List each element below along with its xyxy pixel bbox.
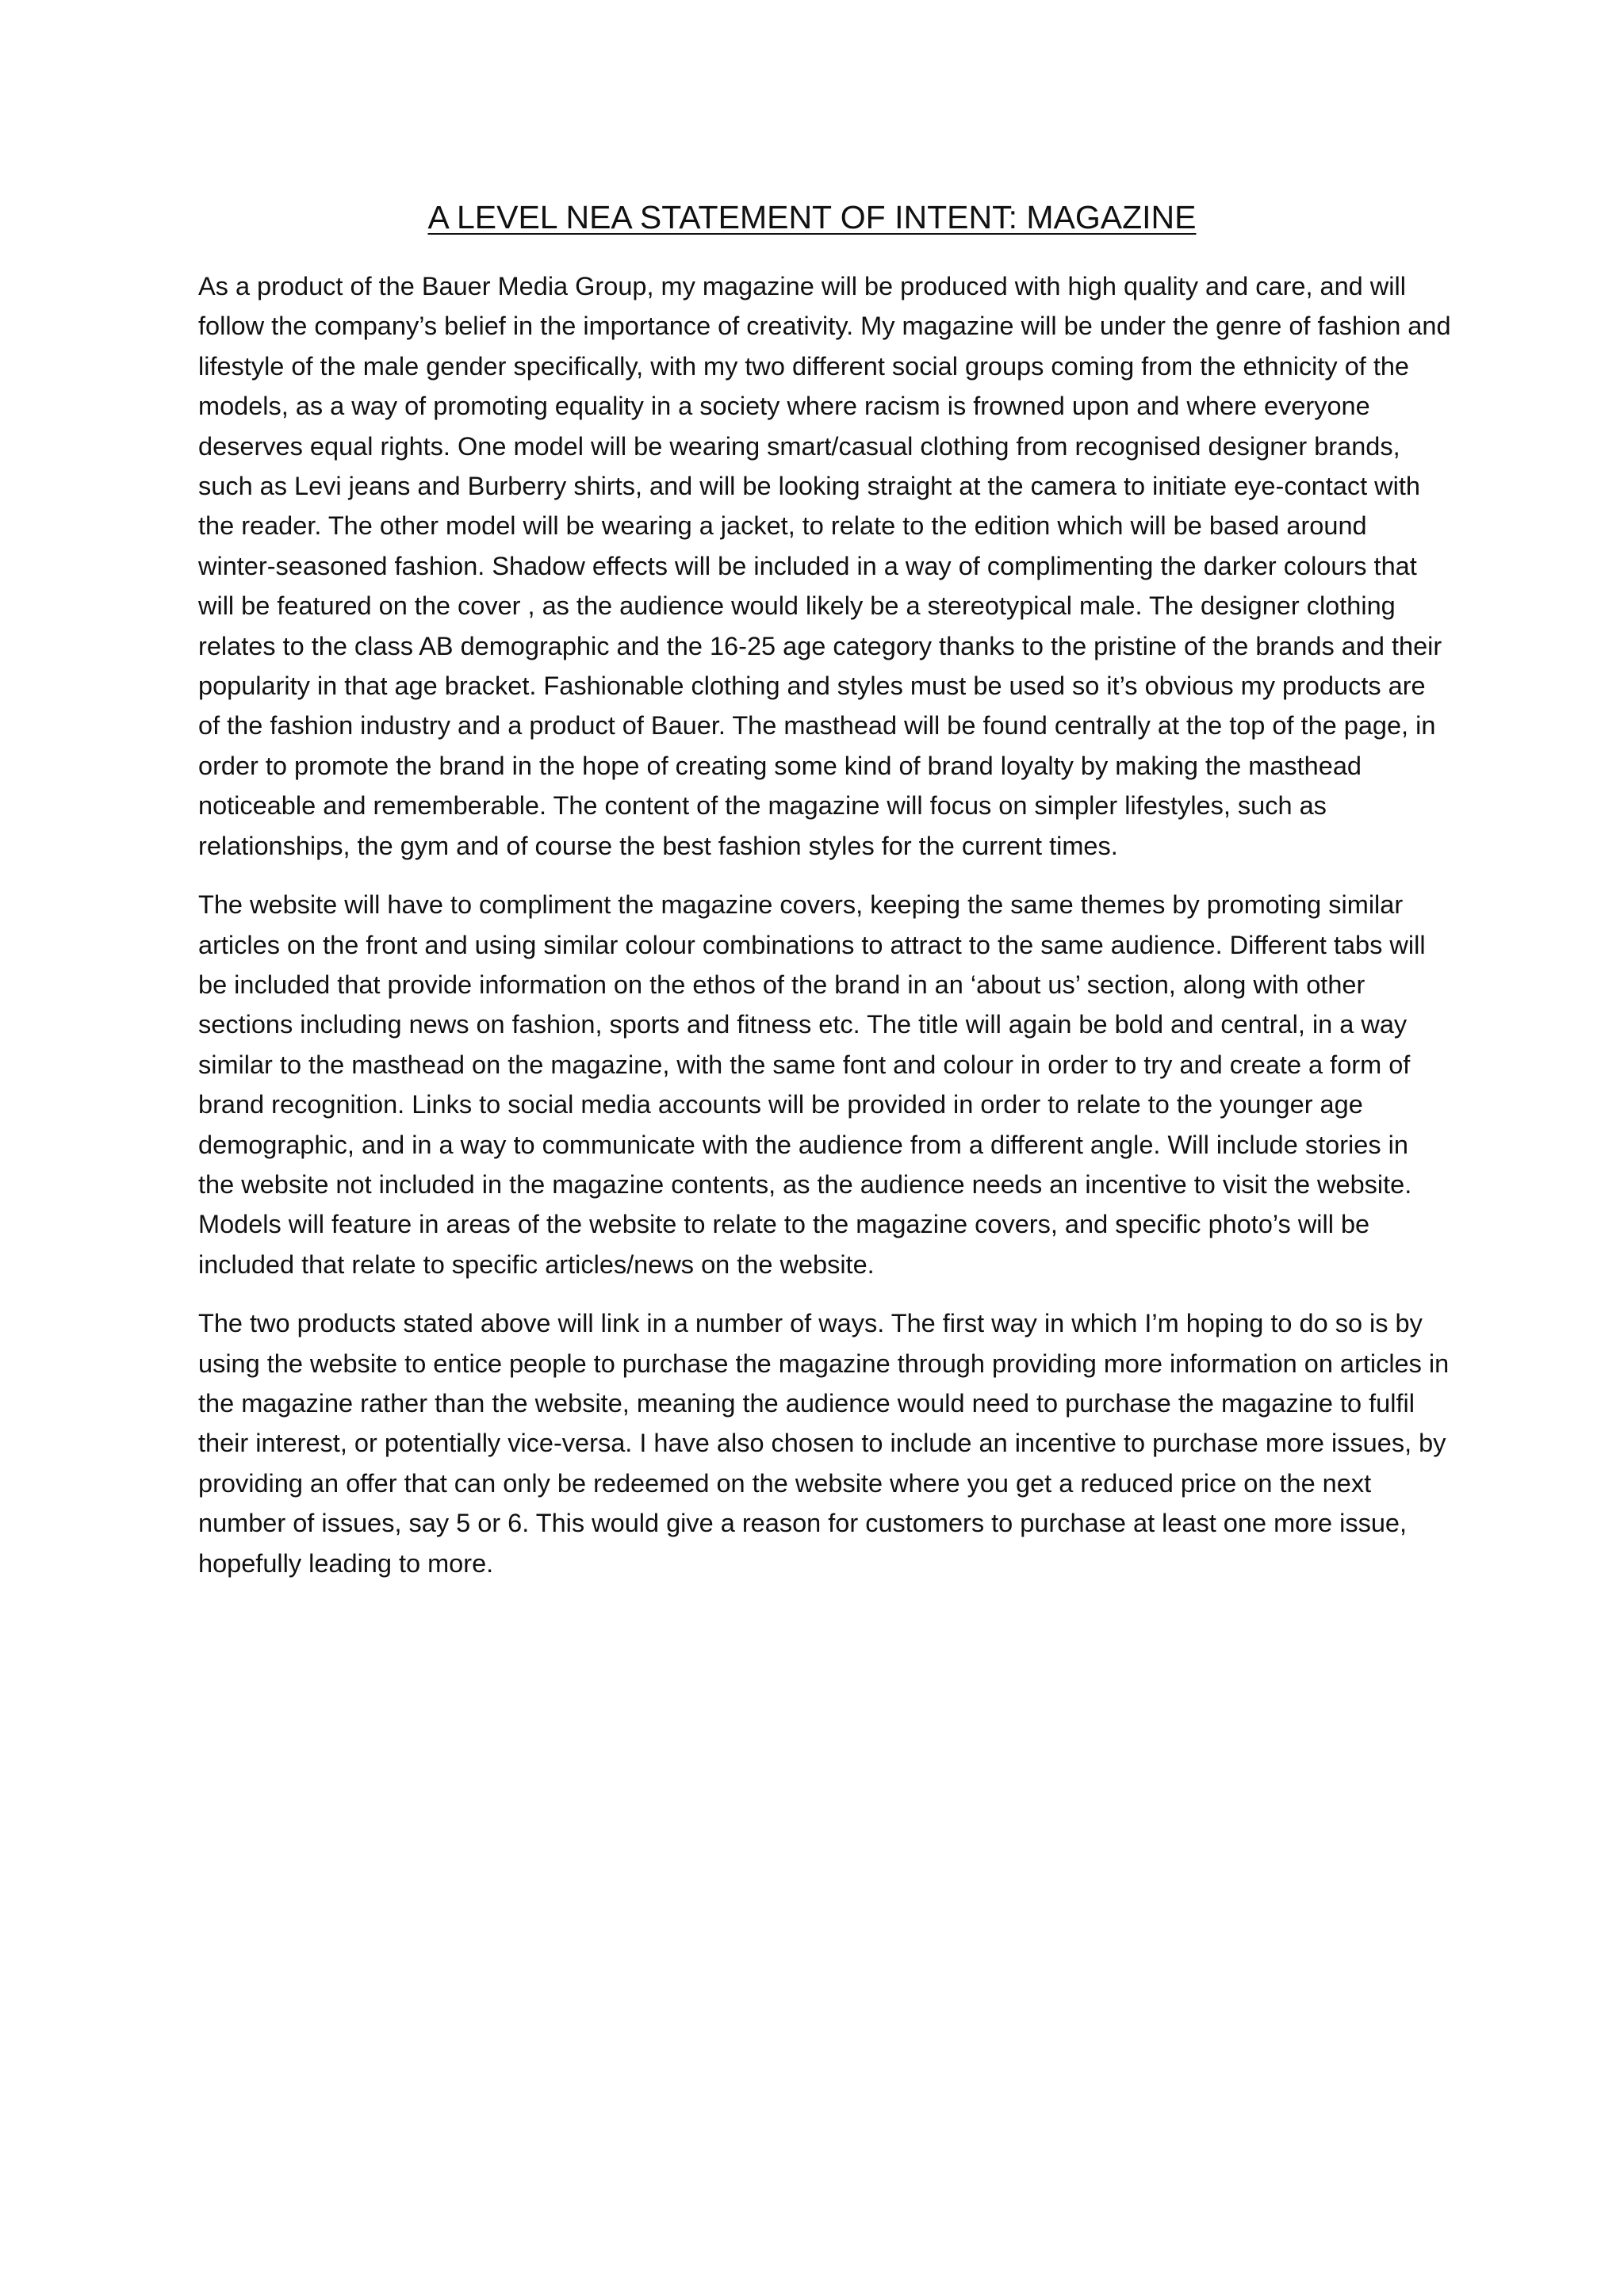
document-body (198, 266, 1451, 1602)
paragraph-website: The website will have to compliment the magazine covers, keeping the same themes by promoting similar articles on the front and using similar colour combinations to attract to the same audience. Different tabs will be included that provide information on the ethos of the brand in an ‘about us’ section, along with other sections including news on fashion, sports and fitness etc. The title will again be bold and central, in a way similar to the masthead on the magazine, with the same font and colour in order to try and create a form of brand recognition. Links to social media accounts will be provided in order to relate to the younger age demographic, and in a way to communicate with the audience from a different angle. Will include stories in the website not included in the magazine contents, as the audience needs an incentive to visit the website. Models will feature in areas of the website to relate to the magazine covers, and specific photo’s will be included that relate to specific articles/news on the website. (198, 890, 1426, 1279)
paragraph-linking: The two products stated above will link in a number of ways. The first way in which I’m hoping to do so is by using the website to entice people to purchase the magazine through providing more information on articles in the magazine rather than the website, meaning the audience would need to purchase the magazine to fulfil their interest, or potentially vice-versa. I have also chosen to include an incentive to purchase more issues, by providing an offer that can only be redeemed on the website where you get a reduced price on the next number of issues, say 5 or 6. This would give a reason for customers to purchase at least one more issue, hopefully leading to more. (198, 1309, 1450, 1578)
document-title: A LEVEL NEA STATEMENT OF INTENT: MAGAZINE (427, 199, 1197, 235)
paragraph-magazine: As a product of the Bauer Media Group, my magazine will be produced with high quality and care, and will follow the company’s belief in the importance of creativity. My magazine will be under the genre of fashion and lifestyle of the male gender specifically, with my two different social groups coming from the ethnicity of the models, as a way of promoting equality in a society where racism is frowned upon and where everyone deserves equal rights. One model will be wearing smart/casual clothing from recognised designer brands, such as Levi jeans and Burberry shirts, and will be looking straight at the camera to initiate eye-contact with the reader. The other model will be wearing a jacket, to relate to the edition which will be based around winter-seasoned fashion. Shadow effects will be included in a way of complimenting the darker colours that will be featured on the cover , as the audience would likely be a stereotypical male. The designer clothing relates to the class AB demographic and the 16-25 age category thanks to the pristine of the brands and their popularity in that age bracket. Fashionable clothing and styles must be used so it’s obvious my products are of the fashion industry and a product of Bauer. The masthead will be found centrally at the top of the page, in order to promote the brand in the hope of creating some kind of brand loyalty by making the masthead noticeable and rememberable. The content of the magazine will focus on simpler lifestyles, such as relationships, the gym and of course the best fashion styles for the current times. (198, 272, 1451, 860)
